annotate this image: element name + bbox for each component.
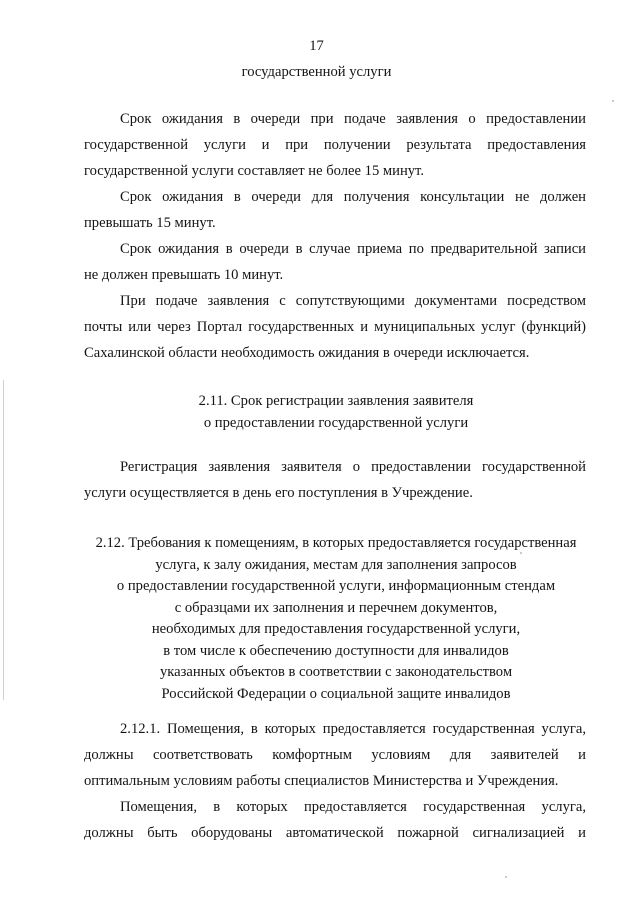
- paragraph-premises-fire-alarm: [84, 794, 586, 846]
- paragraph-line: оптимальным условиям работы специалистов Министерства и Учреждения.: [84, 773, 559, 789]
- page-number: 17: [309, 38, 324, 54]
- heading-line: о предоставлении государственной услуги: [203, 415, 469, 431]
- heading-line: 2.12. Требования к помещениям, в которых предоставляется государственная: [95, 535, 577, 551]
- section-heading-2-11: [80, 390, 592, 434]
- paragraph-line: Срок ожидания в очереди для получения консультации не должен: [120, 189, 586, 205]
- paragraph-line: Регистрация заявления заявителя о предоставлении государственной: [120, 459, 586, 475]
- paragraph-line: должны соответствовать комфортным условиям для заявителей и: [84, 747, 586, 763]
- scan-speck: [612, 100, 614, 102]
- heading-line: необходимых для предоставления государственной услуги,: [151, 621, 521, 637]
- paragraph-line: не должен превышать 10 минут.: [84, 267, 284, 283]
- paragraph-line: превышать 15 минут.: [84, 215, 216, 231]
- heading-line: в том числе к обеспечению доступности для инвалидов: [163, 642, 509, 659]
- paragraph-line: Срок ожидания в очереди в случае приема по предварительной записи: [120, 241, 586, 257]
- paragraph-queue-wait-application: [84, 106, 586, 184]
- paragraph-mail-portal: [84, 288, 586, 366]
- paragraph-line: При подаче заявления с сопутствующими документами посредством: [120, 293, 586, 309]
- heading-line: Российской Федерации о социальной защите инвалидов: [161, 685, 511, 702]
- scan-edge-mark: [3, 380, 4, 700]
- paragraph-line: 2.12.1. Помещения, в которых предоставляется государственная услуга,: [120, 721, 586, 737]
- heading-line: услуга, к залу ожидания, местам для заполнения запросов: [155, 556, 517, 573]
- paragraph-line: Срок ожидания в очереди при подаче заявления о предоставлении: [120, 111, 586, 127]
- heading-line: указанных объектов в соответствии с законодательством: [159, 664, 513, 680]
- heading-line: с образцами их заполнения и перечнем документов,: [174, 599, 498, 616]
- paragraph-line: государственной услуги и при получении результата предоставления: [84, 137, 586, 153]
- paragraph-line: Помещения, в которых предоставляется государственная услуга,: [120, 799, 586, 815]
- running-header: государственной услуги: [241, 64, 392, 80]
- paragraph-line: государственной услуги составляет не более 15 минут.: [84, 163, 424, 179]
- heading-line: 2.11. Срок регистрации заявления заявителя: [198, 393, 474, 409]
- scan-speck: [520, 552, 522, 554]
- paragraph-queue-wait-appointment: [84, 236, 586, 288]
- paragraph-line: услуги осуществляется в день его поступления в Учреждение.: [84, 485, 473, 501]
- heading-line: о предоставлении государственной услуги, информационным стендам: [116, 578, 556, 594]
- paragraph-premises-comfort: [84, 716, 586, 794]
- paragraph-line: Сахалинской области необходимость ожидания в очереди исключается.: [84, 345, 530, 361]
- paragraph-line: должны быть оборудованы автоматической пожарной сигнализацией и: [84, 825, 586, 841]
- paragraph-line: почты или через Портал государственных и муниципальных услуг (функций): [84, 319, 586, 335]
- scan-speck: [505, 876, 507, 878]
- paragraph-registration: [84, 454, 586, 506]
- paragraph-queue-wait-consultation: [84, 184, 586, 236]
- section-heading-2-12: [80, 533, 592, 705]
